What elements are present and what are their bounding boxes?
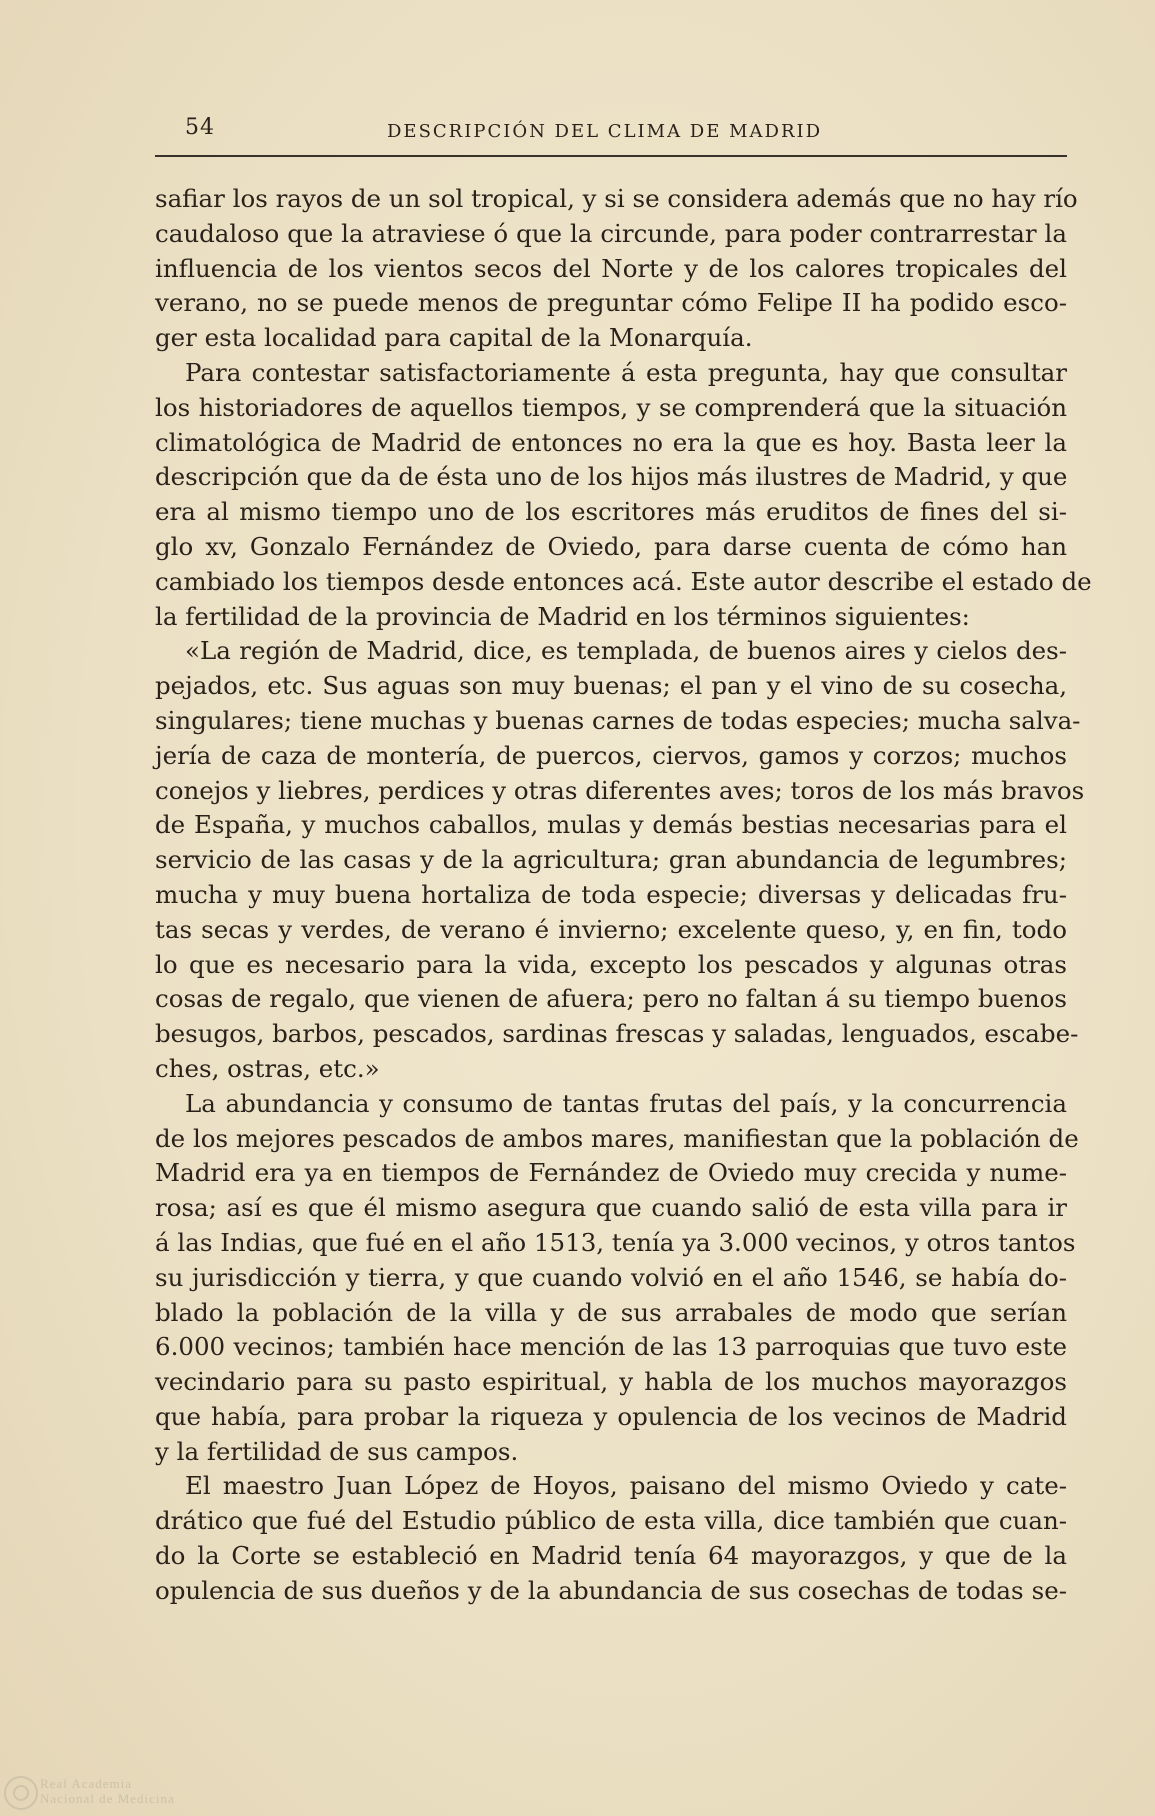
text-line: ger esta localidad para capital de la Monarquía. (155, 323, 753, 353)
text-line: Madrid era ya en tiempos de Fernández de Oviedo muy crecida y nume- (155, 1158, 1067, 1188)
text-line: pejados, etc. Sus aguas son muy buenas; el pan y el vino de su cosecha, (155, 671, 1067, 701)
text-line: la fertilidad de la provincia de Madrid en los términos siguientes: (155, 601, 970, 631)
text-line: lo que es necesario para la vida, excepto los pescados y algunas otras (155, 949, 1067, 979)
text-line: influencia de los vientos secos del Norte y de los calores tropicales del (155, 253, 1067, 283)
text-line: era al mismo tiempo uno de los escritores más eruditos de fines del si- (155, 497, 1067, 527)
text-line: y la fertilidad de sus campos. (155, 1436, 519, 1466)
text-line: cosas de regalo, que vienen de afuera; pero no faltan á su tiempo buenos (155, 984, 1067, 1014)
text-line: tas secas y verdes, de verano é invierno; excelente queso, y, en fin, todo (155, 914, 1067, 944)
text-line: El maestro Juan López de Hoyos, paisano del mismo Oviedo y cate- (185, 1471, 1067, 1501)
text-line: safiar los rayos de un sol tropical, y si se considera además que no hay río (155, 184, 1078, 213)
text-line: de España, y muchos caballos, mulas y demás bestias necesarias para el (155, 810, 1067, 840)
text-line: conejos y liebres, perdices y otras diferentes aves; toros de los más bravos (155, 775, 1085, 805)
body-text (155, 182, 1092, 1609)
text-line: á las Indias, que fué en el año 1513, tenía ya 3.000 vecinos, y otros tantos (155, 1227, 1076, 1257)
text-line: cambiado los tiempos desde entonces acá. Este autor describe el estado de (155, 566, 1092, 596)
text-line: jería de caza de montería, de puercos, ciervos, gamos y corzos; muchos (155, 740, 1067, 770)
text-line: glo xv, Gonzalo Fernández de Oviedo, para darse cuenta de cómo han (155, 531, 1067, 561)
text-line: Para contestar satisfactoriamente á esta pregunta, hay que consultar (185, 357, 1067, 387)
text-line: ches, ostras, etc.» (155, 1053, 380, 1083)
text-line: mucha y muy buena hortaliza de toda especie; diversas y delicadas fru- (155, 879, 1067, 909)
text-line: blado la población de la villa y de sus arrabales de modo que serían (155, 1297, 1067, 1327)
text-line: opulencia de sus dueños y de la abundancia de sus cosechas de todas se- (155, 1575, 1067, 1605)
text-line: 6.000 vecinos; también hace mención de las 13 parroquias que tuvo este (155, 1332, 1067, 1362)
text-line: drático que fué del Estudio público de esta villa, dice también que cuan- (155, 1506, 1067, 1536)
text-line: «La región de Madrid, dice, es templada, de buenos aires y cielos des- (185, 636, 1067, 666)
running-head: DESCRIPCIÓN DEL CLIMA DE MADRID (387, 121, 823, 142)
text-line: La abundancia y consumo de tantas frutas del país, y la concurrencia (185, 1088, 1067, 1118)
text-line: caudaloso que la atraviese ó que la circunde, para poder contrarrestar la (155, 218, 1067, 248)
text-line: singulares; tiene muchas y buenas carnes de todas especies; mucha salva- (155, 705, 1081, 735)
text-line: de los mejores pescados de ambos mares, manifiestan que la población de (155, 1123, 1079, 1153)
text-line: descripción que da de ésta uno de los hijos más ilustres de Madrid, y que (155, 462, 1068, 492)
text-line: su jurisdicción y tierra, y que cuando volvió en el año 1546, se había do- (155, 1262, 1067, 1292)
text-line: servicio de las casas y de la agricultura; gran abundancia de legumbres; (155, 845, 1067, 875)
page-header (155, 115, 1067, 157)
watermark-line-1: Real Academia (40, 1776, 133, 1791)
text-line: los historiadores de aquellos tiempos, y se comprenderá que la situación (155, 392, 1067, 422)
page-number: 54 (185, 115, 215, 140)
library-watermark (40, 1776, 175, 1806)
text-line: rosa; así es que él mismo asegura que cuando salió de esta villa para ir (155, 1193, 1067, 1223)
text-line: vecindario para su pasto espiritual, y habla de los muchos mayorazgos (155, 1367, 1067, 1397)
text-line: do la Corte se estableció en Madrid tenía 64 mayorazgos, y que de la (155, 1541, 1067, 1571)
academy-seal-icon (4, 1776, 38, 1810)
text-line: verano, no se puede menos de preguntar cómo Felipe II ha podido esco- (155, 288, 1067, 318)
text-line: climatológica de Madrid de entonces no era la que es hoy. Basta leer la (155, 427, 1067, 457)
watermark-line-2: Nacional de Medicina (40, 1791, 175, 1806)
text-line: besugos, barbos, pescados, sardinas frescas y saladas, lenguados, escabe- (155, 1019, 1079, 1049)
text-line: que había, para probar la riqueza y opulencia de los vecinos de Madrid (155, 1401, 1067, 1431)
